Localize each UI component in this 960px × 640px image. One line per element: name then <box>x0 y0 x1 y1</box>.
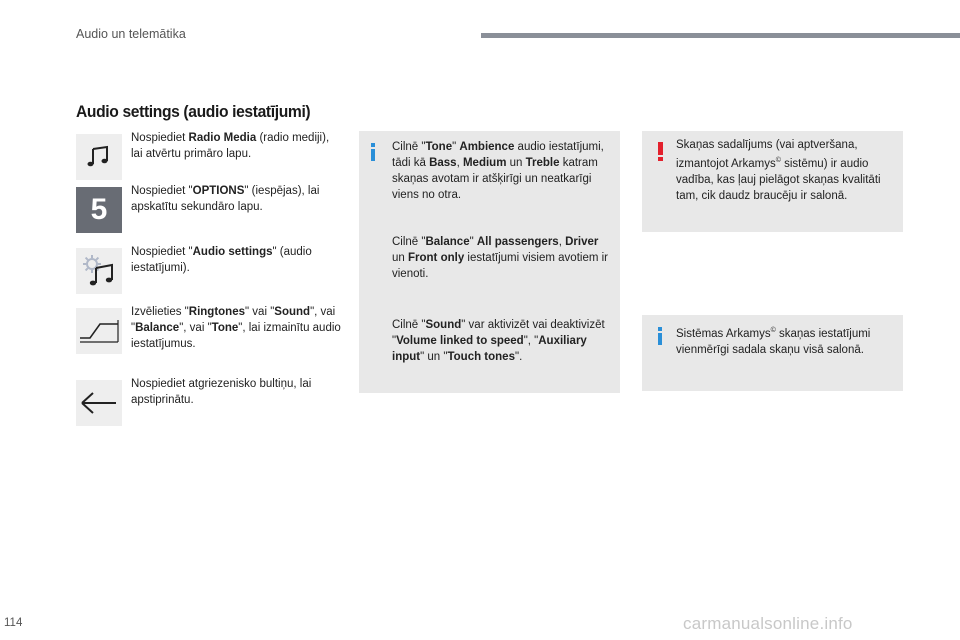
note-panel <box>642 315 903 391</box>
step-2-text: Nospiediet "OPTIONS" (iespējas), lai apskatītu sekundāro lapu. <box>131 185 320 213</box>
header-section-title: Audio un telemātika <box>76 27 186 41</box>
step-3-text: Nospiediet "Audio settings" (audio iestatījumi). <box>131 246 312 274</box>
info-mark-icon <box>371 143 375 163</box>
step-4-text: Izvēlieties "Ringtones" vai "Sound", vai "Balance", vai "Tone", lai izmainītu audio iestatījumus. <box>131 306 341 350</box>
step-1-icon-box <box>76 134 122 180</box>
step-5-text: Nospiediet atgriezenisko bultiņu, lai apstiprinātu. <box>131 378 312 406</box>
note-info-mark-icon <box>658 327 662 347</box>
step-number-badge: 5 <box>90 193 108 226</box>
step-2-icon-box <box>76 187 122 233</box>
page-number: 114 <box>4 617 23 629</box>
music-note-icon <box>85 143 113 171</box>
header-rule <box>481 33 960 38</box>
info-panel <box>359 131 620 393</box>
warning-panel <box>642 131 903 232</box>
note-text: Sistēmas Arkamys© skaņas iestatījumi vienmērīgi sadala skaņu visā salonā. <box>676 327 871 356</box>
warning-text: Skaņas sadalījums (vai aptveršana, izmantojot Arkamys© sistēmu) ir audio vadība, kas ļauj pielāgot skaņas kvalitāti tam, cik daudz braucēju ir salonā. <box>676 139 881 202</box>
equalizer-curve-icon <box>78 316 120 346</box>
section-title: Audio settings (audio iestatījumi) <box>76 102 311 121</box>
step-5-icon-box <box>76 380 122 426</box>
step-4-icon-box <box>76 308 122 354</box>
step-3-icon-box <box>76 248 122 294</box>
step-1-text: Nospiediet Radio Media (radio mediji), lai atvērtu primāro lapu. <box>131 132 330 160</box>
watermark: carmanualsonline.info <box>683 614 853 633</box>
back-arrow-icon <box>80 390 118 416</box>
warning-mark-icon <box>658 142 663 162</box>
audio-settings-gear-note-icon <box>80 252 118 290</box>
info-paragraph-sound: Cilnē "Sound" var aktivizēt vai deaktivizēt "Volume linked to speed", "Auxiliary input" un "Touch tones". <box>392 319 605 363</box>
info-paragraph-tone: Cilnē "Tone" Ambience audio iestatījumi, tādi kā Bass, Medium un Treble katram skaņas avotam ir atšķirīgi un neatkarīgi viens no otra. <box>392 141 604 201</box>
info-paragraph-balance: Cilnē "Balance" All passengers, Driver un Front only iestatījumi visiem avotiem ir vienoti. <box>392 236 609 280</box>
